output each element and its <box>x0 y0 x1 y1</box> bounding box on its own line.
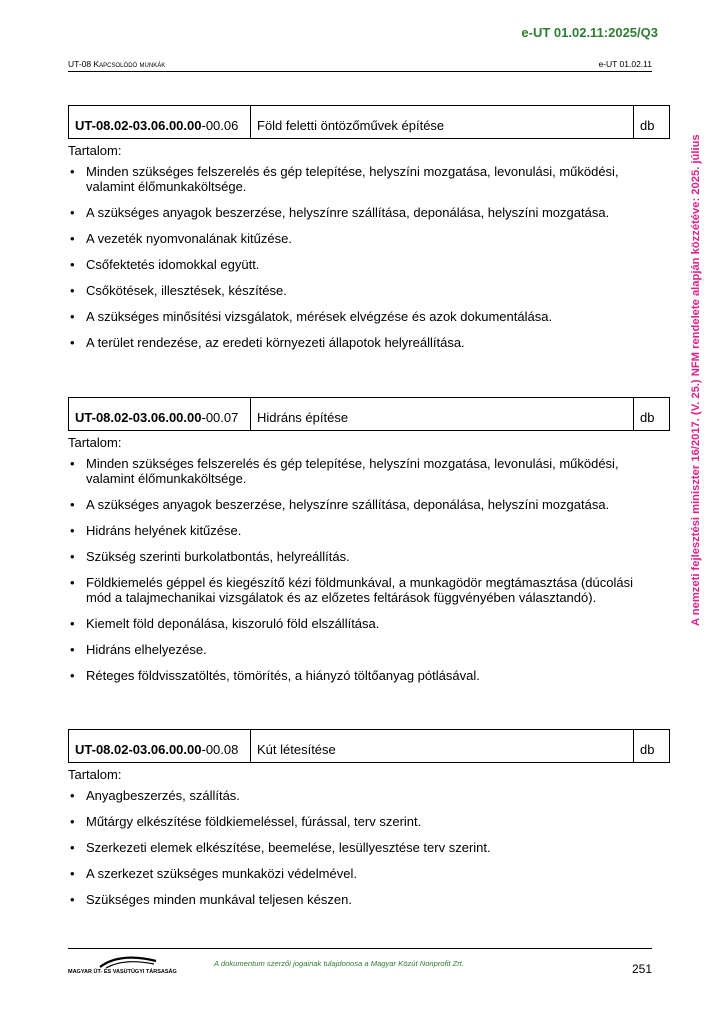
list-item: • Földkiemelés géppel és kiegészítő kézi földmunkával, a munkagödör megtámasztása (dúcolási mód a talajmechanikai vizsgálatok és az előzetes feltárások függvényében választandó). <box>70 575 634 605</box>
item-code-table <box>68 105 670 139</box>
item-unit: db <box>634 398 670 431</box>
item-code: UT-08.02-03.06.00.00-00.07 <box>69 398 251 431</box>
list-item: • Szerkezeti elemek elkészítése, beemelése, lesüllyesztése terv szerint. <box>70 840 491 855</box>
tartalom-label: Tartalom: <box>68 435 122 450</box>
section-00-08 <box>68 729 670 918</box>
content-list <box>68 788 670 907</box>
road-swoosh-icon <box>98 955 158 969</box>
list-item: • Hidráns helyének kitűzése. <box>70 523 242 538</box>
item-unit: db <box>634 730 670 763</box>
running-header <box>68 59 652 72</box>
list-item: • Szükség szerinti burkolatbontás, helyreállítás. <box>70 549 350 564</box>
list-item: • Minden szükséges felszerelés és gép telepítése, helyszíni mozgatása, levonulási, működési, valamint élőmunkaköltsége. <box>70 164 619 194</box>
list-item: • A szerkezet szükséges munkaközi védelmével. <box>70 866 357 881</box>
item-code-table <box>68 729 670 763</box>
list-item: • Szükséges minden munkával teljesen készen. <box>70 892 352 907</box>
item-code: UT-08.02-03.06.00.00-00.08 <box>69 730 251 763</box>
list-item: • Hidráns elhelyezése. <box>70 642 207 657</box>
section-00-07 <box>68 397 670 694</box>
list-item: • A szükséges anyagok beszerzése, helyszínre szállítása, deponálása, helyszíni mozgatása. <box>70 205 610 220</box>
page-number: 251 <box>631 962 652 976</box>
header-left: UT-08 Kapcsolódó munkák <box>68 59 166 69</box>
content-list <box>68 456 670 683</box>
list-item: • A szükséges minősítési vizsgálatok, mérések elvégzése és azok dokumentálása. <box>70 309 553 324</box>
item-code-table <box>68 397 670 431</box>
page-footer <box>68 948 652 976</box>
list-item: • Csőfektetés idomokkal együtt. <box>70 257 260 272</box>
section-00-06 <box>68 105 670 361</box>
item-title: Föld feletti öntözőművek építése <box>251 106 634 139</box>
list-item: • A terület rendezése, az eredeti környezeti állapotok helyreállítása. <box>70 335 465 350</box>
society-logo <box>68 955 177 977</box>
item-title: Hidráns építése <box>251 398 634 431</box>
list-item: • Műtárgy elkészítése földkiemeléssel, fúrással, terv szerint. <box>70 814 422 829</box>
item-unit: db <box>634 106 670 139</box>
logo-text: MAGYAR ÚT- ÉS VASÚTÜGYI TÁRSASÁG <box>68 969 177 975</box>
list-item: • Csőkötések, illesztések, készítése. <box>70 283 287 298</box>
list-item: • Anyagbeszerzés, szállítás. <box>70 788 240 803</box>
document-code: e-UT 01.02.11:2025/Q3 <box>521 25 658 40</box>
content-list <box>68 164 670 350</box>
list-item: • Kiemelt föld deponálása, kiszoruló föld elszállítása. <box>70 616 380 631</box>
list-item: • A vezeték nyomvonalának kitűzése. <box>70 231 292 246</box>
header-right: e-UT 01.02.11 <box>598 59 652 69</box>
list-item: • Réteges földvisszatöltés, tömörítés, a hiányzó töltőanyag pótlásával. <box>70 668 480 683</box>
side-publication-note: A nemzeti fejlesztési miniszter 16/2017. (V. 25.) NFM rendelete alapján közzétéve: 2025. július <box>690 134 702 626</box>
item-code: UT-08.02-03.06.00.00-00.06 <box>69 106 251 139</box>
item-title: Kút létesítése <box>251 730 634 763</box>
list-item: • A szükséges anyagok beszerzése, helyszínre szállítása, deponálása, helyszíni mozgatása. <box>70 497 610 512</box>
tartalom-label: Tartalom: <box>68 143 122 158</box>
list-item: • Minden szükséges felszerelés és gép telepítése, helyszíni mozgatása, levonulási, működési, valamint élőmunkaköltsége. <box>70 456 619 486</box>
tartalom-label: Tartalom: <box>68 767 122 782</box>
copyright-note: A dokumentum szerzői jogainak tulajdonosa a Magyar Közút Nonprofit Zrt. <box>214 959 465 968</box>
